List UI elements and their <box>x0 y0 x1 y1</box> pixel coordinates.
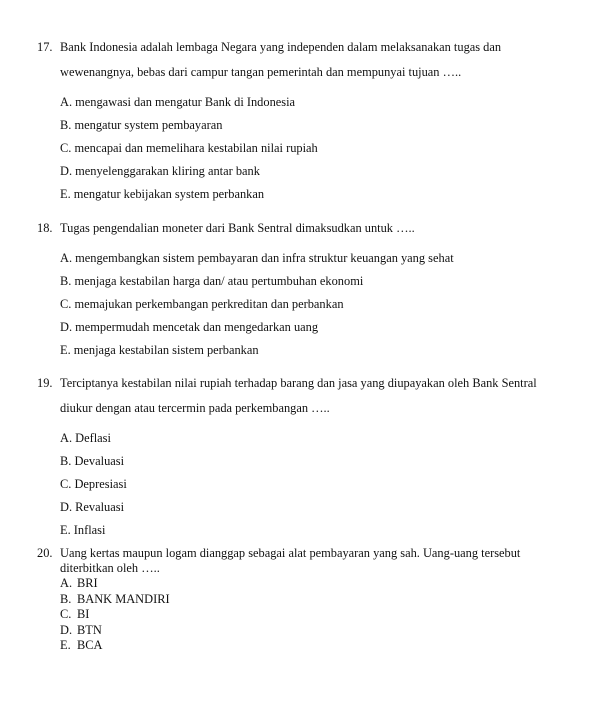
option-text: menyelenggarakan kliring antar bank <box>75 164 260 178</box>
option-text: BTN <box>77 622 102 637</box>
option-d <box>60 623 572 639</box>
option-letter: B. <box>60 591 72 606</box>
option-letter: C. <box>60 477 72 491</box>
question-19 <box>37 371 572 542</box>
option-text: menjaga kestabilan harga dan/ atau pertumbuhan ekonomi <box>74 274 364 288</box>
question-number: 20. <box>37 546 53 560</box>
option-d <box>60 496 572 519</box>
option-d <box>60 316 572 339</box>
option-b <box>60 114 572 137</box>
option-c <box>60 293 572 316</box>
option-c <box>60 607 572 623</box>
question-stem <box>37 216 572 241</box>
option-c <box>60 137 572 160</box>
option-letter: A. <box>60 95 73 109</box>
option-letter: C. <box>60 607 72 621</box>
option-text: mengatur kebijakan system perbankan <box>73 187 265 201</box>
question-18 <box>37 216 572 362</box>
option-d <box>60 160 572 183</box>
option-letter: D. <box>60 164 73 178</box>
option-letter: E. <box>60 343 71 357</box>
option-letter: E. <box>60 638 71 652</box>
option-text: BANK MANDIRI <box>77 591 170 606</box>
question-number: 19. <box>37 376 53 390</box>
option-text: mengawasi dan mengatur Bank di Indonesia <box>75 95 296 109</box>
question-number: 18. <box>37 221 53 235</box>
option-text: BI <box>77 607 90 621</box>
option-text: mempermudah mencetak dan mengedarkan uang <box>75 320 319 334</box>
option-letter: C. <box>60 141 72 155</box>
option-e <box>60 339 572 362</box>
option-text: Depresiasi <box>74 477 127 491</box>
option-a <box>60 247 572 270</box>
option-letter: D. <box>60 320 73 334</box>
question-17 <box>37 35 572 206</box>
option-text: menjaga kestabilan sistem perbankan <box>73 343 259 357</box>
option-a <box>60 427 572 450</box>
option-letter: A. <box>60 576 73 590</box>
question-text: Bank Indonesia adalah lembaga Negara yang independen dalam melaksanakan tugas dan wewenangnya, bebas dari campur tangan pemerintah dan mempunyai tujuan ….. <box>60 40 502 79</box>
option-b <box>60 270 572 293</box>
option-letter: B. <box>60 274 72 288</box>
option-letter: C. <box>60 297 72 311</box>
option-letter: D. <box>60 622 73 637</box>
question-text: Tugas pengendalian moneter dari Bank Sentral dimaksudkan untuk ….. <box>60 221 415 235</box>
option-letter: A. <box>60 251 73 265</box>
option-text: memajukan perkembangan perkreditan dan perbankan <box>74 297 344 311</box>
option-text: mengatur system pembayaran <box>74 118 223 132</box>
option-letter: A. <box>60 431 73 445</box>
option-e <box>60 183 572 206</box>
options-list <box>60 427 572 542</box>
options-list <box>60 576 572 654</box>
question-stem <box>37 546 572 576</box>
option-text: mengembangkan sistem pembayaran dan infra struktur keuangan yang sehat <box>75 251 454 265</box>
question-number: 17. <box>37 40 53 54</box>
question-stem <box>37 371 572 421</box>
option-b <box>60 450 572 473</box>
options-list <box>60 247 572 362</box>
option-a <box>60 91 572 114</box>
option-c <box>60 473 572 496</box>
option-text: BRI <box>77 576 98 590</box>
option-a <box>60 576 572 592</box>
option-text: mencapai dan memelihara kestabilan nilai rupiah <box>74 141 318 155</box>
option-letter: E. <box>60 187 71 201</box>
option-text: Inflasi <box>73 523 106 537</box>
option-text: Devaluasi <box>74 454 125 468</box>
option-letter: D. <box>60 500 73 514</box>
option-text: BCA <box>77 638 103 652</box>
question-stem <box>37 35 572 85</box>
option-letter: E. <box>60 523 71 537</box>
option-letter: B. <box>60 454 72 468</box>
question-text: Uang kertas maupun logam dianggap sebagai alat pembayaran yang sah. Uang-uang tersebut diterbitkan oleh ….. <box>60 546 521 575</box>
options-list <box>60 91 572 206</box>
question-text: Terciptanya kestabilan nilai rupiah terhadap barang dan jasa yang diupayakan oleh Bank Sentral diukur dengan atau tercermin pada perkembangan ….. <box>60 376 537 415</box>
option-e <box>60 519 572 542</box>
option-letter: B. <box>60 118 72 132</box>
option-text: Revaluasi <box>75 500 125 514</box>
question-20 <box>37 546 572 654</box>
option-text: Deflasi <box>75 431 111 445</box>
option-e <box>60 638 572 654</box>
option-b <box>60 592 572 608</box>
